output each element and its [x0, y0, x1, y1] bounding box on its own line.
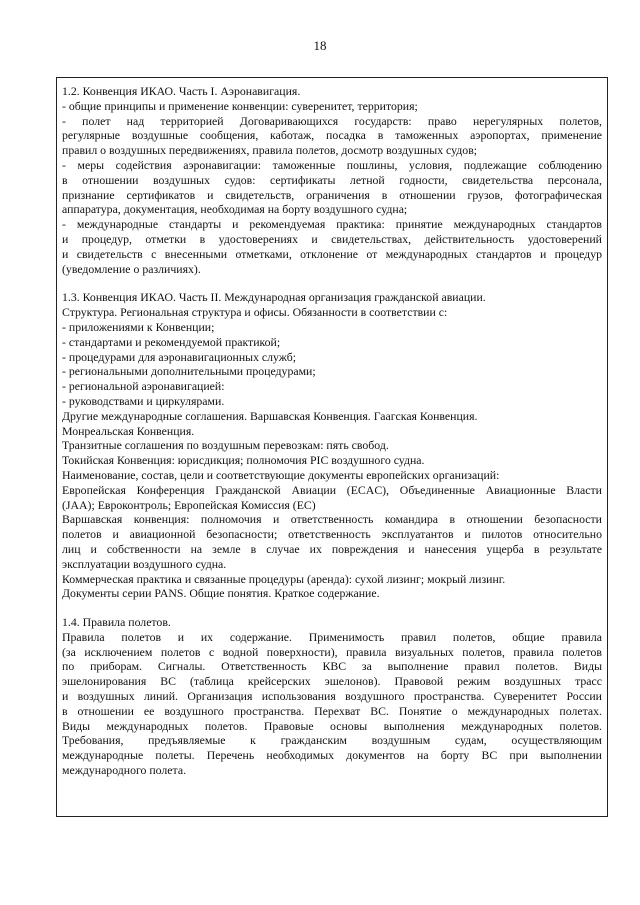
text-line: эшелонирования ВС (таблица крейсерских эшелонов). Правовой режим воздушных трасс [62, 674, 602, 689]
text-line: Правила полетов и их содержание. Применимость правил полетов, общие правила [62, 629, 602, 644]
text-line: - полет над территорией Договаривающихся государств: право нерегулярных полетов, [62, 113, 602, 128]
text-line: - общие принципы и применение конвенции: суверенитет, территория; [62, 98, 418, 113]
text-line: по приборам. Сигналы. Ответственность КВС за выполнение правил полетов. Виды [62, 659, 602, 674]
section-heading-line: 1.4. Правила полетов. [62, 615, 171, 630]
text-line: Другие международные соглашения. Варшавская Конвенция. Гаагская Конвенция. [62, 408, 478, 423]
text-line: - меры содействия аэронавигации: таможенные пошлины, условия, подлежащие соблюдению [62, 157, 602, 172]
text-line: и воздушных линий. Организация использования воздушного пространства. Суверенитет России [62, 689, 602, 704]
section-heading-line: 1.2. Конвенция ИКАО. Часть I. Аэронавигация. [62, 84, 301, 98]
text-line: - международные стандарты и рекомендуемая практика: принятие международных стандартов [62, 217, 602, 232]
text-line: Наименование, состав, цели и соответствующие документы европейских организаций: [62, 467, 500, 482]
text-line: международного полета. [62, 763, 187, 778]
section-3 [62, 615, 602, 778]
section-1 [62, 84, 602, 276]
text-line: Виды международных полетов. Правовые основы выполнения международных полетов. [62, 718, 602, 733]
text-line: - региональной аэронавигацией: [62, 379, 225, 394]
document-body [62, 84, 602, 792]
text-line: аппаратура, документация, необходимая на борту воздушного судна; [62, 202, 408, 217]
text-line: Требования, предъявляемые к гражданским воздушным судам, осуществляющим [62, 733, 602, 748]
text-line: Документы серии PANS. Общие понятия. Краткое содержание. [62, 586, 380, 601]
page-number: 18 [313, 38, 327, 53]
text-line: Структура. Региональная структура и офисы. Обязанности в соответствии с: [62, 305, 448, 320]
text-line: Токийская Конвенция: юрисдикция; полномочия PIC воздушного судна. [62, 453, 425, 468]
text-line: в отношении ее воздушного пространства. Перехват ВС. Понятие о международных полетах. [62, 703, 602, 718]
text-line: (уведомление о различиях). [62, 261, 201, 276]
text-line: Варшавская конвенция: полномочия и ответственность командира в отношении безопасности [62, 512, 602, 527]
text-line: (JAA); Евроконтроль; Европейская Комиссия (ЕС) [62, 497, 316, 512]
text-line: и свидетельств с внесенными отметками, отклонение от международных стандартов и процедур [62, 246, 602, 261]
text-line: и процедур, отметки в удостоверениях и свидетельствах, действительность удостоверений [62, 231, 602, 246]
section-2 [62, 290, 602, 601]
text-line: регулярные воздушные сообщения, каботаж, посадка в таможенных аэропортах, применение [62, 128, 602, 143]
text-line: правил о воздушных передвижениях, правила полетов, досмотр воздушных судов; [62, 143, 478, 158]
text-line: Европейская Конференция Гражданской Авиации (ECAC), Объединенные Авиационные Власти [62, 482, 602, 497]
text-line: лиц и собственности на земле в случае их повреждения и нанесения ущерба в результате [62, 541, 602, 556]
text-line: признание сертификатов и свидетельств, ограничения в отношении грузов, фотографическая [62, 187, 602, 202]
text-line: эксплуатации воздушного судна. [62, 556, 227, 571]
text-line: в отношении воздушных судов: сертификаты летной годности, свидетельства персонала, [62, 172, 602, 187]
text-line: полетов и авиационной безопасности; ответственность эксплуатантов и пилотов относительно [62, 527, 602, 542]
text-line: - руководствами и циркулярами. [62, 393, 225, 408]
text-line: (за исключением полетов с водной поверхности), правила визуальных полетов, правила полетов [62, 644, 602, 659]
section-heading-line: 1.3. Конвенция ИКАО. Часть II. Международная организация гражданской авиации. [62, 290, 486, 305]
text-line: Транзитные соглашения по воздушным перевозкам: пять свобод. [62, 438, 389, 453]
text-line: - приложениями к Конвенции; [62, 319, 215, 334]
text-line: международные полеты. Перечень необходимых документов на борту ВС при выполнении [62, 748, 602, 763]
text-line: - стандартами и рекомендуемой практикой; [62, 334, 281, 349]
text-line: Монреальская Конвенция. [62, 423, 195, 438]
text-line: - региональными дополнительными процедурами; [62, 364, 316, 379]
text-line: Коммерческая практика и связанные процедуры (аренда): сухой лизинг; мокрый лизинг. [62, 571, 506, 586]
text-line: - процедурами для аэронавигационных служб; [62, 349, 297, 364]
